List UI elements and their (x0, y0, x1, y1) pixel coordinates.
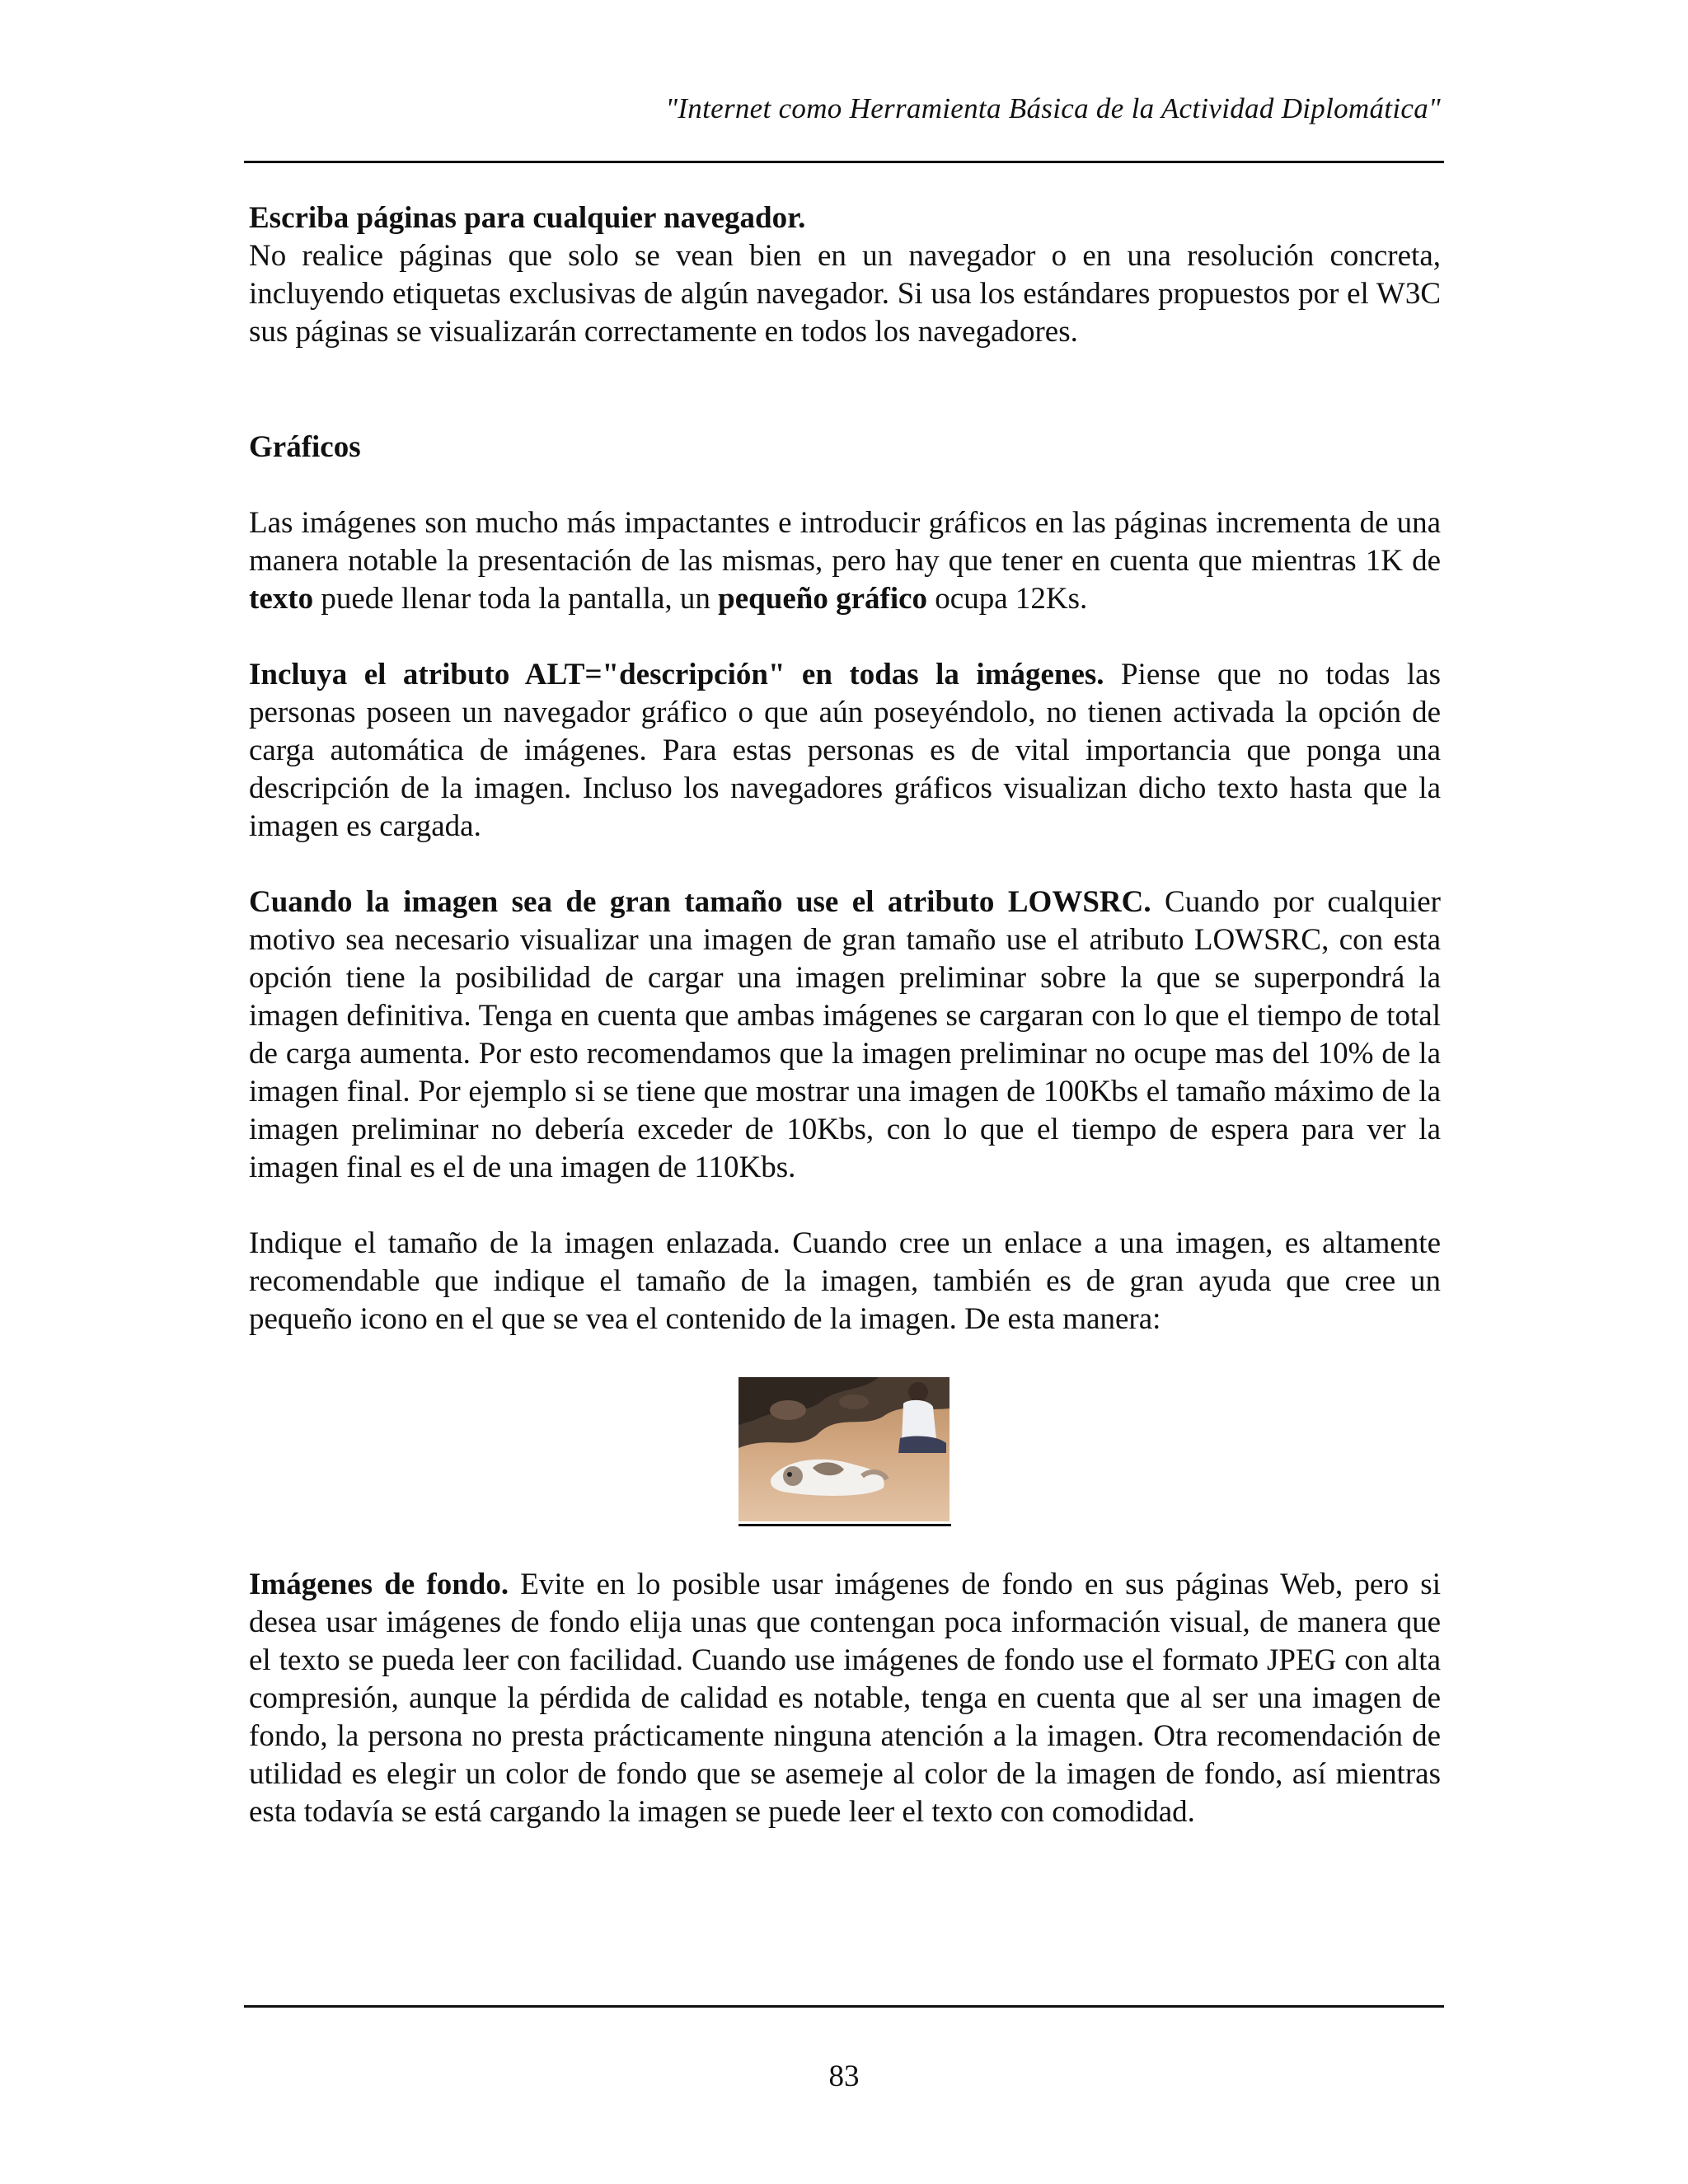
page-content (249, 199, 1441, 1831)
intro-text-2: puede llenar toda la pantalla, un (313, 582, 719, 616)
running-header: "Internet como Herramienta Básica de la Actividad Diplomática" (665, 92, 1441, 124)
intro-bold-text: texto (249, 582, 314, 616)
lowsrc-lead: Cuando la imagen sea de gran tamaño use el atributo LOWSRC. (249, 885, 1151, 919)
graphics-section-title: Gráficos (249, 430, 361, 464)
header-rule (244, 161, 1444, 163)
section-browsers (249, 199, 1441, 351)
background-images-paragraph (249, 1566, 1441, 1831)
intro-bold-small-graphic: pequeño gráfico (718, 582, 928, 616)
lowsrc-body: Cuando por cualquier motivo sea necesario visualizar una imagen de gran tamaño use el atributo LOWSRC, con esta opción tiene la posibilidad de cargar una imagen preliminar sobre la que se superpondrá la imagen definitiva. Tenga en cuenta que ambas imágenes se cargaran con lo que el tiempo de total de carga aumenta. Por esto recomendamos que la imagen preliminar no ocupe mas del 10% de la imagen final. Por ejemplo si se tiene que mostrar una imagen de 100Kbs el tamaño máximo de la imagen preliminar no debería exceder de 10Kbs, con lo que el tiempo de espera para ver la imagen final es el de una imagen de 110Kbs. (249, 885, 1441, 1184)
fondo-lead: Imágenes de fondo. (249, 1568, 509, 1601)
lowsrc-paragraph (249, 883, 1441, 1187)
thumbnail-photo (738, 1377, 950, 1521)
page-number: 83 (828, 2060, 860, 2093)
graphics-intro-paragraph (249, 504, 1441, 618)
intro-text-3: ocupa 12Ks. (927, 582, 1088, 616)
browsers-heading: Escriba páginas para cualquier navegador. (249, 201, 806, 235)
image-size-paragraph: Indique el tamaño de la imagen enlazada. Cuando cree un enlace a una imagen, es altamente recomendable que indique el tamaño de la imagen, también es de gran ayuda que cree un pequeño icono en el que se vea el contenido de la imagen. De esta manera: (249, 1226, 1441, 1336)
alt-attribute-paragraph (249, 656, 1441, 846)
intro-text-1: Las imágenes son mucho más impactantes e introducir gráficos en las páginas incrementa de una manera notable la presentación de las mismas, pero hay que tener en cuenta que mientras 1K de (249, 506, 1441, 578)
thumbnail-figure (249, 1377, 1441, 1529)
browsers-paragraph: No realice páginas que solo se vean bien en un navegador o en una resolución concreta, incluyendo etiquetas exclusivas de algún navegador. Si usa los estándares propuestos por el W3C sus páginas se visualizarán correctamente en todos los navegadores. (249, 239, 1441, 349)
beach-dog-thumbnail-image[interactable] (738, 1377, 950, 1521)
footer-rule (244, 2005, 1444, 2008)
alt-body: Piense que no todas las personas poseen un navegador gráfico o que aún poseyéndolo, no tienen activada la opción de carga automática de imágenes. Para estas personas es de vital importancia que ponga una descripción de la imagen. Incluso los navegadores gráficos visualizan dicho texto hasta que la imagen es cargada. (249, 658, 1441, 843)
alt-lead: Incluya el atributo ALT="descripción" en todas la imágenes. (249, 658, 1104, 691)
fondo-body: Evite en lo posible usar imágenes de fondo en sus páginas Web, pero si desea usar imágenes de fondo elija unas que contengan poca información visual, de manera que el texto se pueda leer con facilidad. Cuando use imágenes de fondo use el formato JPEG con alta compresión, aunque la pérdida de calidad es notable, tenga en cuenta que al ser una imagen de fondo, la persona no presta prácticamente ninguna atención a la imagen. Otra recomendación de utilidad es elegir un color de fondo que se asemeje al color de la imagen de fondo, así mientras esta todavía se está cargando la imagen se puede leer el texto con comodidad. (249, 1568, 1441, 1829)
thumbnail-underline (738, 1524, 951, 1526)
